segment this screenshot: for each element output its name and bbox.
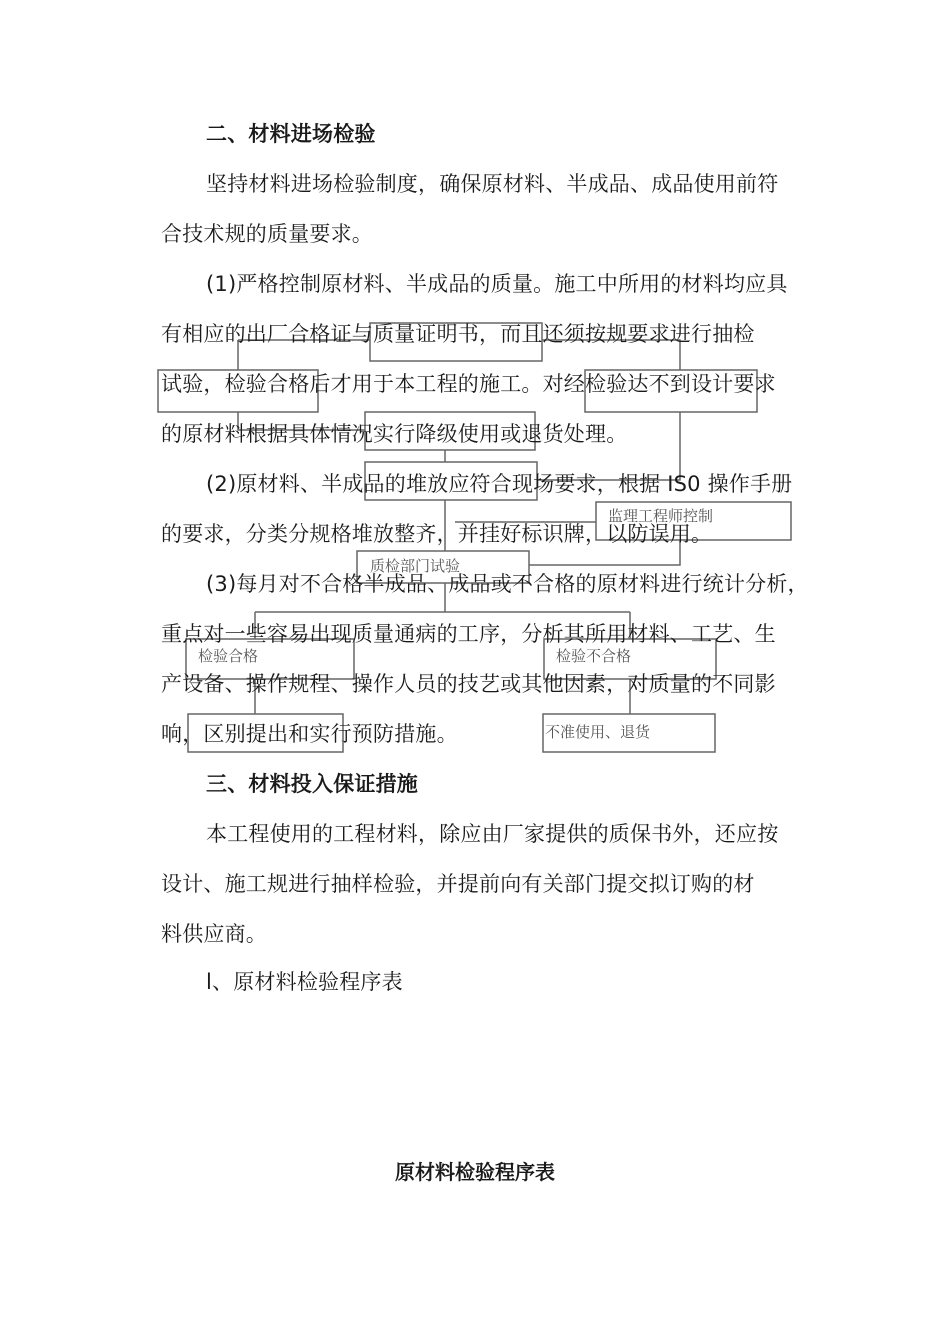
section2-line: 有相应的出厂合格证与质量证明书，而且还须按规要求进行抽检 [161, 322, 755, 346]
section3-line: 本工程使用的工程材料，除应由厂家提供的质保书外，还应按 [206, 822, 779, 846]
flow-label-supervisor: 监理工程师控制 [608, 507, 714, 525]
section3-heading: 三、材料投入保证措施 [206, 772, 418, 796]
section2-line: (2)原材料、半成品的堆放应符合现场要求，根据 IS0 操作手册 [206, 472, 793, 496]
section2-line: 合技术规的质量要求。 [161, 222, 373, 246]
section2-heading: 二、材料进场检验 [206, 122, 376, 146]
section2-line: 的原材料根据具体情况实行降级使用或退货处理。 [161, 422, 628, 446]
section2-line: 重点对一些容易出现质量通病的工序，分析其所用材料、工艺、生 [161, 622, 776, 646]
section3-line: 设计、施工规进行抽样检验，并提前向有关部门提交拟订购的材 [161, 872, 755, 896]
table-caption: 原材料检验程序表 [395, 1160, 555, 1184]
flow-label-pass: 检验合格 [198, 647, 259, 665]
section2-line: 试验，检验合格后才用于本工程的施工。对经检验达不到设计要求 [161, 372, 776, 396]
flow-label-qc-test: 质检部门试验 [370, 557, 461, 575]
section2-line: 响，区别提出和实行预防措施。 [161, 722, 458, 746]
section3-line: 料供应商。 [161, 922, 267, 946]
flow-label-fail: 检验不合格 [556, 647, 632, 665]
flow-label-reject: 不准使用、退货 [545, 723, 651, 741]
section2-line: 坚持材料进场检验制度，确保原材料、半成品、成品使用前符 [206, 172, 779, 196]
section2-line: 产设备、操作规程、操作人员的技艺或其他因素，对质量的不同影 [161, 672, 776, 696]
section2-line: 的要求，分类分规格堆放整齐，并挂好标识牌，以防误用。 [161, 522, 713, 546]
section2-line: (1)严格控制原材料、半成品的质量。施工中所用的材料均应具 [206, 272, 788, 296]
section3-line: l、原材料检验程序表 [206, 970, 403, 994]
section2-line: (3)每月对不合格半成品、成品或不合格的原材料进行统计分析， [206, 572, 809, 596]
